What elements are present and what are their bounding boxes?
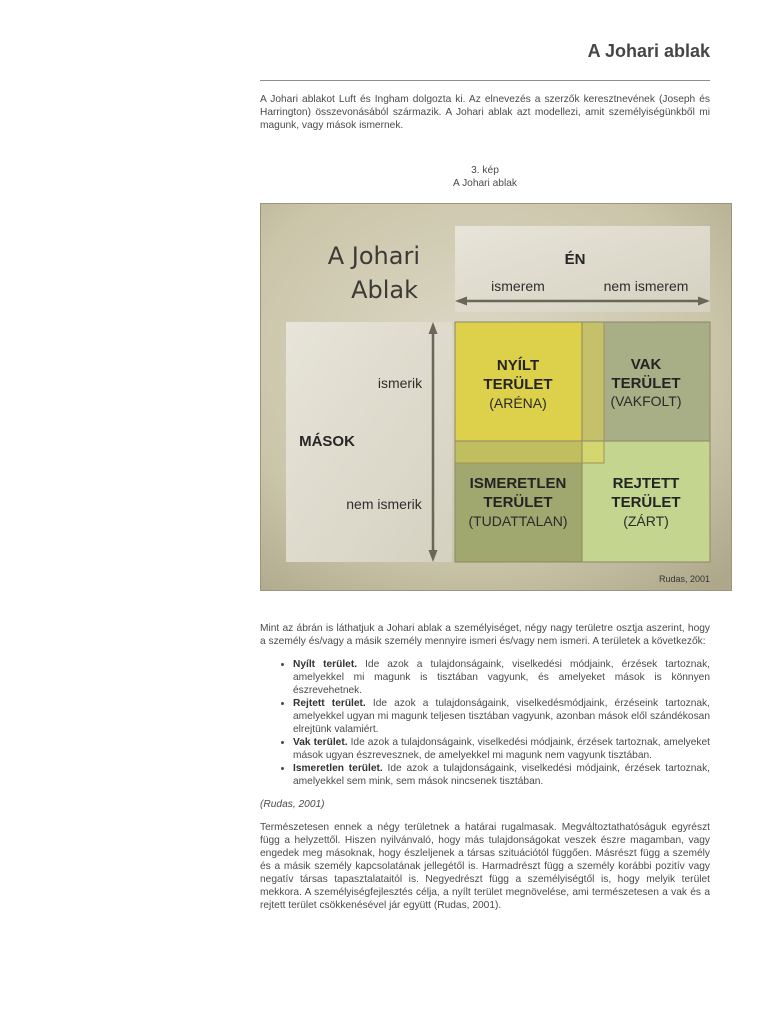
citation: (Rudas, 2001)	[260, 799, 325, 810]
quadrant-hidden-line3: (ZÁRT)	[623, 513, 669, 529]
explanation-paragraph: Mint az ábrán is láthatjuk a Johari ablak a személyiséget, négy nagy területre osztja aszerint, hogy a személy és/vagy a másik személy mennyire ismeri és/vagy nem ismeri. A területek a következők:	[260, 623, 710, 647]
quadrant-hidden-line1: REJTETT	[612, 475, 680, 492]
area-description: Ide azok a tulajdonságaink, viselkedési módjaink, érzések tartoznak, amelyekkel mi magunk is tisztában vagyunk, és amelyeket mások is könnyen észrevehetnek.	[293, 659, 710, 696]
quadrant-open-line2: TERÜLET	[483, 376, 553, 393]
intro-paragraph: A Johari ablakot Luft és Ingham dolgozta ki. Az elnevezés a szerzők keresztnevének (Joseph és Harrington) összevonásából származik. A Johari ablak azt modellezi, amit személyiségünkből mi magunk, vagy mások ismernek.	[260, 94, 710, 131]
johari-diagram	[260, 203, 732, 591]
area-description: Ide azok a tulajdonságaink, viselkedési módjaink, érzések tartoznak, amelyekkel sem mink, sem mások nincsenek tisztában.	[293, 763, 710, 787]
figure-caption	[260, 164, 710, 190]
area-item-open	[293, 658, 710, 697]
area-item-blind	[293, 736, 710, 762]
document-column	[260, 0, 710, 912]
self-axis-title: ÉN	[564, 251, 586, 268]
quadrant-hidden-line2: TERÜLET	[611, 494, 681, 511]
area-term: Vak terület.	[293, 737, 348, 748]
quadrant-blind-line2: TERÜLET	[611, 375, 681, 392]
figure-caption-title: A Johari ablak	[453, 178, 517, 189]
others-axis-title: MÁSOK	[299, 433, 355, 450]
self-known-label: ismerem	[491, 278, 545, 294]
closing-paragraph: Természetesen ennek a négy területnek a határai rugalmasak. Megváltoztathatóságuk egyrészt függ a helyzettől. Hiszen nyilvánvaló, hogy más tulajdonságokat veszek észre magamban, vagy engedek meg másoknak, hogy észleljenek a társas szituációtól függően. Másrészt függ a személy és a másik személy kapcsolatának jellegétől is. Harmadrészt függ a személy korábbi pozitív vagy negatív társas tapasztalataitól is. Negyedrészt függ a személyiségtől is, hogy melyik terület mekkora. A személyiségfejlesztés célja, a nyílt terület megnövelése, ami természetesen a vak és a rejtett terület csökkenésével jár együtt (Rudas, 2001).	[260, 822, 710, 911]
area-list	[260, 658, 710, 788]
area-description: Ide azok a tulajdonságaink, viselkedésmódjaink, érzéseink tartoznak, amelyekkel ugyan mi magunk teljesen tisztában vagyunk, azonban mások elől szándékosan elrejtünk valamiért.	[293, 698, 710, 735]
others-unknown-label: nem ismerik	[346, 496, 422, 512]
self-unknown-label: nem ismerem	[603, 278, 689, 294]
quadrant-open-line1: NYÍLT	[496, 357, 540, 374]
area-description: Ide azok a tulajdonságaink, viselkedési módjaink, érzések tartoznak, amelyeket mások ugyan észrevesznek, de amelyekkel mi magunk nem vagyunk tisztában.	[293, 737, 711, 761]
johari-diagram-svg	[260, 203, 732, 591]
quadrant-blind-line3: (VAKFOLT)	[610, 393, 682, 409]
quadrant-open-line3: (ARÉNA)	[489, 395, 547, 411]
others-known-label: ismerik	[377, 375, 423, 391]
quadrant-unknown-line1: ISMERETLEN	[469, 475, 567, 492]
quadrant-unknown-line2: TERÜLET	[483, 494, 553, 511]
area-term: Ismeretlen terület.	[293, 763, 383, 774]
area-item-unknown	[293, 762, 710, 788]
area-item-hidden	[293, 697, 710, 736]
diagram-title-line2: Ablak	[351, 276, 418, 304]
self-axis-panel	[455, 226, 710, 312]
area-term: Nyílt terület.	[293, 659, 358, 670]
diagram-credit: Rudas, 2001	[658, 574, 710, 584]
diagram-title-line1: A Johari	[327, 242, 420, 270]
area-term: Rejtett terület.	[293, 698, 366, 709]
figure-caption-number: 3. kép	[471, 165, 499, 176]
quadrant-blind-line1: VAK	[630, 356, 662, 373]
title-divider	[260, 80, 710, 81]
page-title: A Johari ablak	[587, 41, 710, 61]
quadrant-unknown-line3: (TUDATTALAN)	[468, 513, 568, 529]
